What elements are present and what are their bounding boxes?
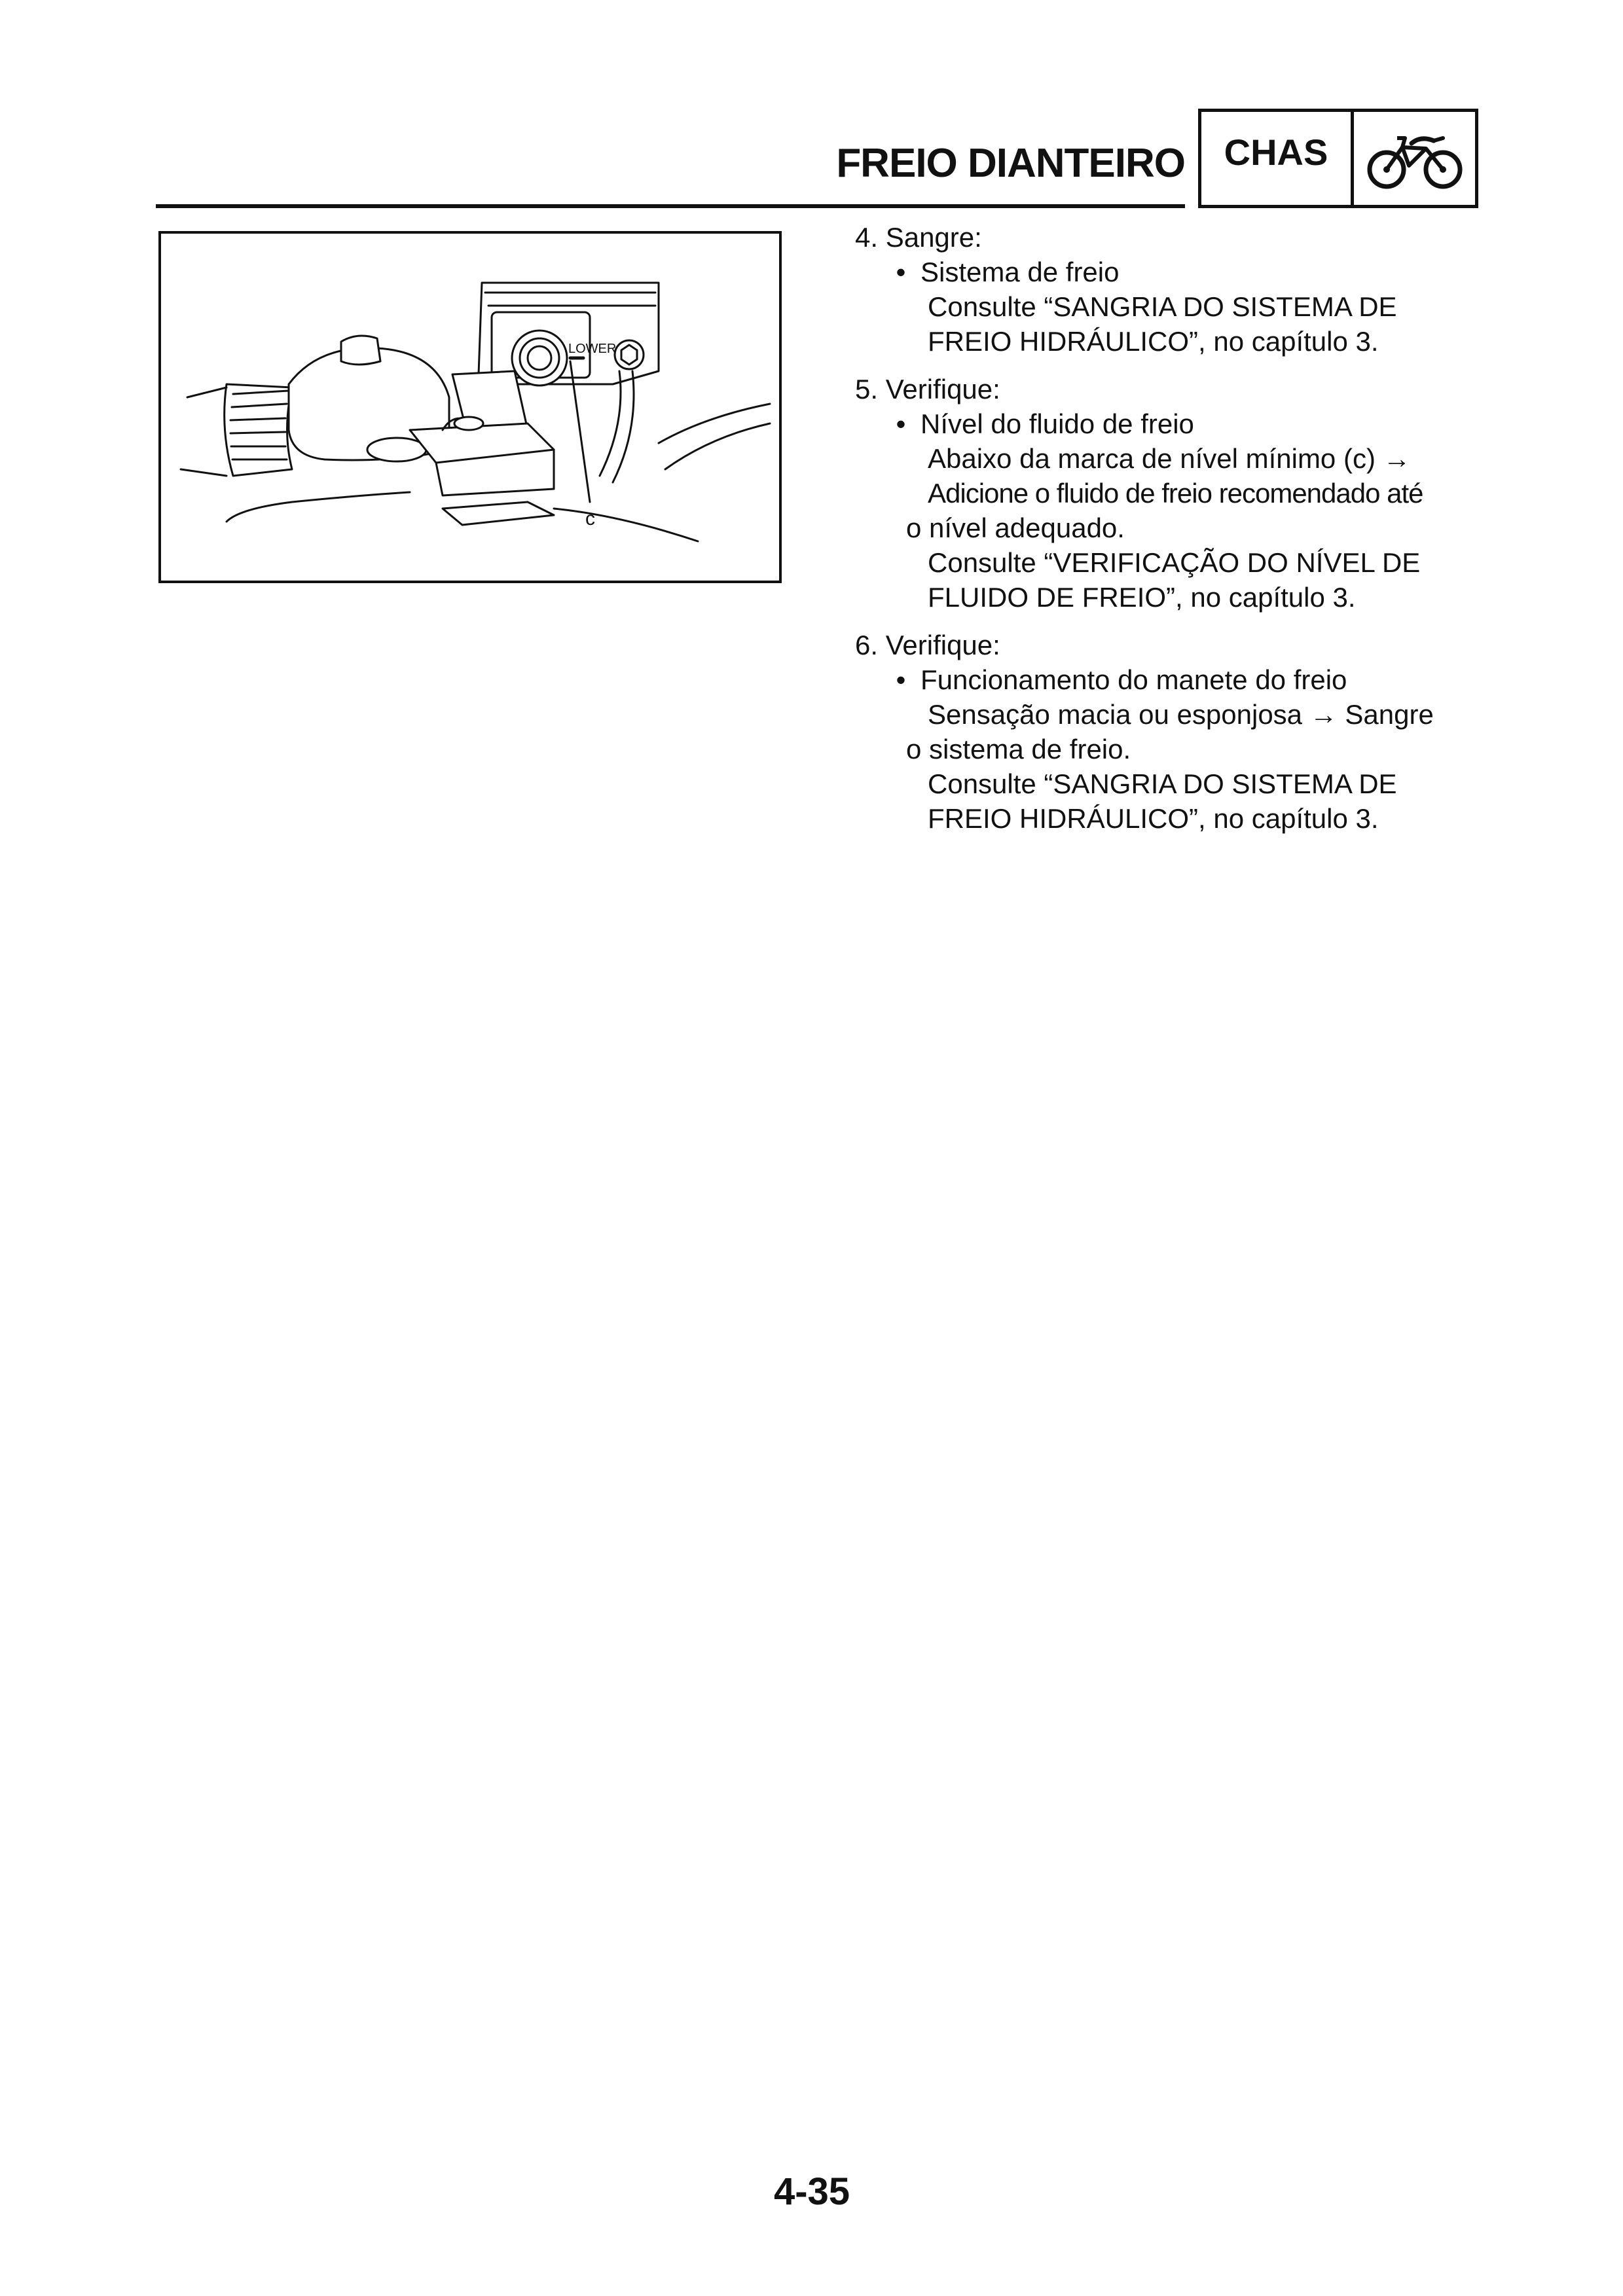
step-heading: 4. Sangre: xyxy=(855,222,982,253)
step-line: o sistema de freio. xyxy=(906,734,1131,764)
bullet-item xyxy=(855,255,1480,289)
brake-reservoir-illustration xyxy=(158,231,782,583)
step-5 xyxy=(855,372,1480,615)
bullet-icon: • xyxy=(896,664,906,695)
bullet-item xyxy=(855,662,1480,697)
section-badge xyxy=(1198,109,1478,208)
step-line: FREIO HIDRÁULICO”, no capítulo 3. xyxy=(928,326,1379,357)
lower-mark-text: LOWER xyxy=(568,342,617,356)
bullet-icon: • xyxy=(896,408,906,439)
step-heading: 6. Verifique: xyxy=(855,630,1000,660)
bullet-item xyxy=(855,406,1480,441)
step-line: Consulte “SANGRIA DO SISTEMA DE xyxy=(928,291,1397,322)
step-line: Consulte “SANGRIA DO SISTEMA DE xyxy=(928,768,1397,799)
step-heading: 5. Verifique: xyxy=(855,374,1000,404)
motorcycle-icon xyxy=(1354,112,1475,205)
step-line: Abaixo da marca de nível mínimo (c) → xyxy=(928,443,1411,474)
bullet-text: Nível do fluido de freio xyxy=(921,408,1194,439)
bullet-text: Sistema de freio xyxy=(921,257,1120,287)
step-line: Consulte “VERIFICAÇÃO DO NÍVEL DE xyxy=(928,547,1421,578)
step-4 xyxy=(855,220,1480,359)
page-title: FREIO DIANTEIRO xyxy=(836,141,1185,186)
step-line: FLUIDO DE FREIO”, no capítulo 3. xyxy=(928,582,1356,613)
header-rule xyxy=(156,204,1185,208)
section-badge-label: CHAS xyxy=(1201,112,1354,205)
step-line: Sensação macia ou esponjosa → Sangre xyxy=(928,699,1434,730)
step-line: FREIO HIDRÁULICO”, no capítulo 3. xyxy=(928,803,1379,834)
page-number: 4-35 xyxy=(773,2170,850,2213)
step-line: Adicione o fluido de freio recomendado até xyxy=(928,478,1423,509)
step-6 xyxy=(855,628,1480,836)
callout-label-c: c xyxy=(585,508,595,529)
step-line: o nível adequado. xyxy=(906,512,1125,543)
bullet-text: Funcionamento do manete do freio xyxy=(921,664,1347,695)
bullet-icon: • xyxy=(896,257,906,287)
procedure-steps xyxy=(855,220,1480,849)
